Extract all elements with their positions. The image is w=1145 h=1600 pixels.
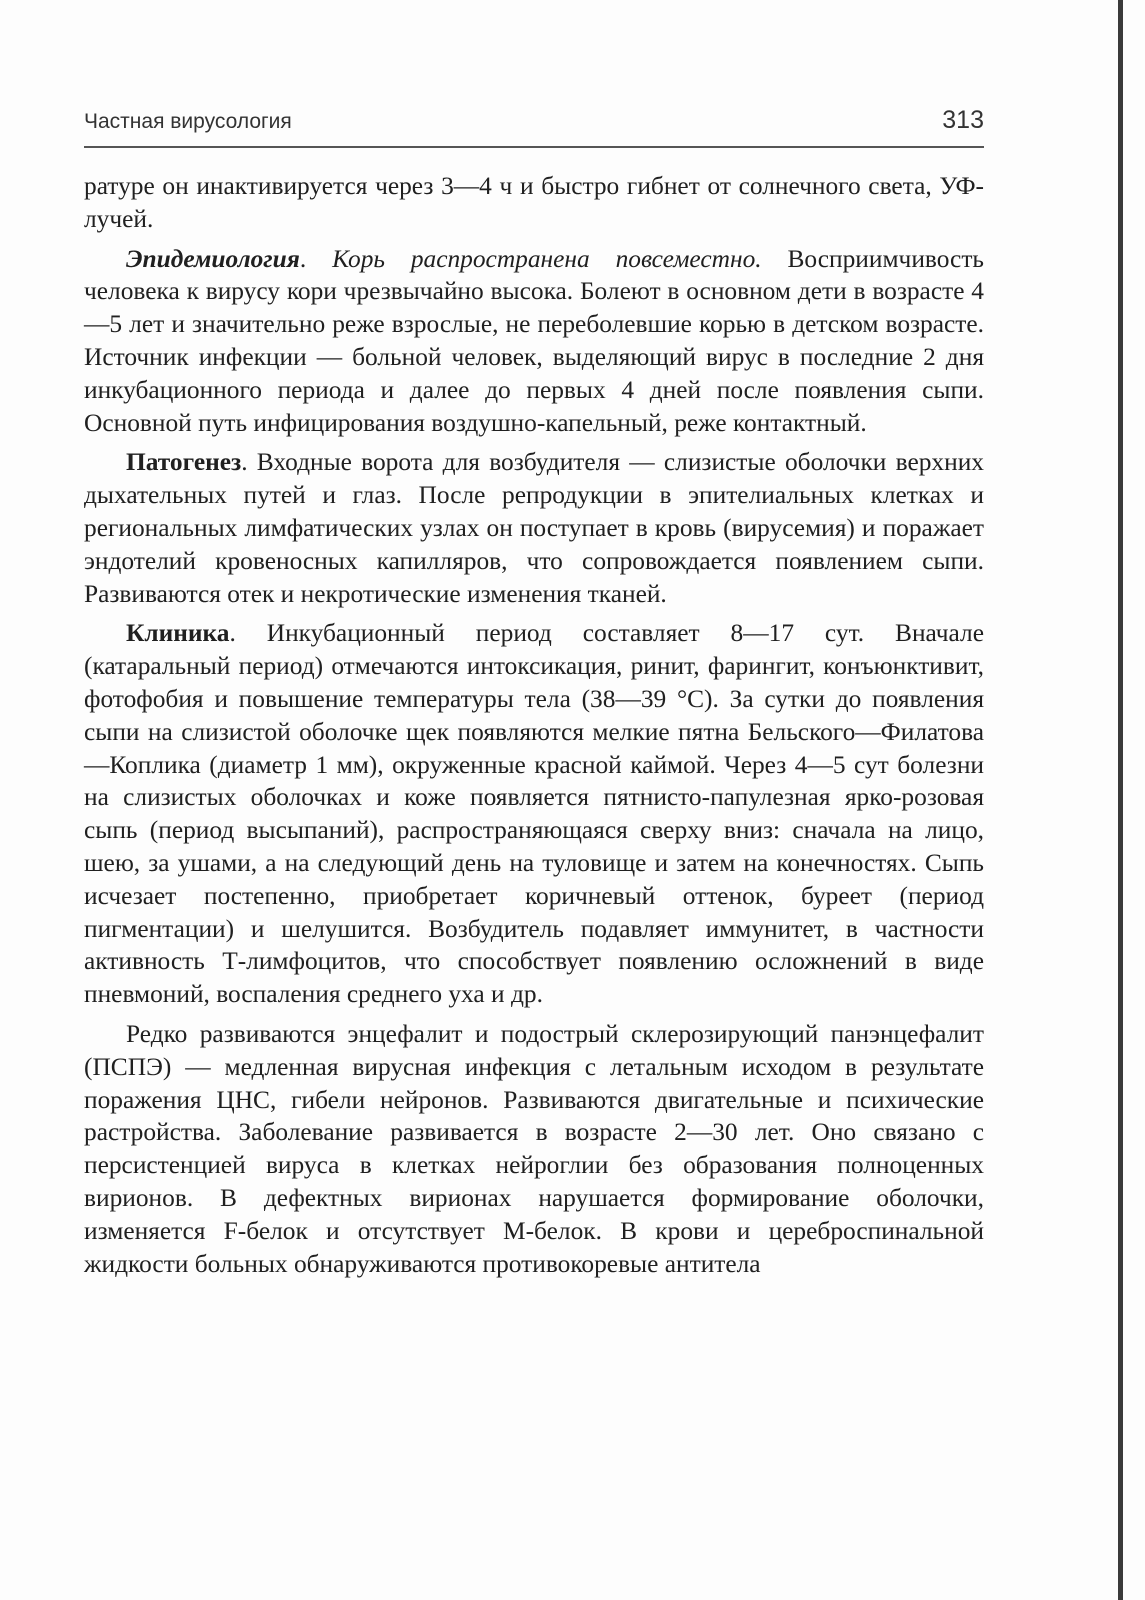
page-number: 313 <box>942 106 984 134</box>
heading-pathogenesis: Патогенез <box>126 448 242 477</box>
body-text <box>84 170 984 1287</box>
paragraph-continued: ратуре он инактивируется через 3—4 ч и быстро гибнет от солнечного света, УФ-лучей. <box>84 172 984 233</box>
clinic-text: . Инкубационный период составляет 8—17 сут. Вначале (катаральный период) отмечаются интоксикация, ринит, фарингит, конъюнктивит, фотофобия и повышение температуры тела (38—39 °С). За сутки до появления сыпи на слизистой оболочке щек появляются мелкие пятна Бельского—Филатова—Коплика (диаметр 1 мм), окруженные красной каймой. Через 4—5 сут болезни на слизистых оболочках и коже появляется пятнисто-папулезная ярко-розовая сыпь (период высыпаний), распространяющаяся сверху вниз: сначала на лицо, шею, за ушами, а на следующий день на туловище и затем на конечностях. Сыпь исчезает постепенно, приобретает коричневый оттенок, буреет (период пигментации) и шелушится. Возбудитель подавляет иммунитет, в частности активность Т-лимфоцитов, что способствует появлению осложнений в виде пневмоний, воспаления среднего уха и др. <box>84 619 984 1009</box>
page-header <box>84 106 984 148</box>
page-edge-shadow <box>1118 0 1123 1600</box>
epidemiology-italic-sentence: Корь распространена повсеместно. <box>332 244 762 273</box>
running-head: Частная вирусология <box>84 110 292 133</box>
heading-clinic: Клиника <box>126 619 230 648</box>
epidemiology-text: Восприимчивость человека к вирусу кори чрезвычайно высока. Болеют в основном дети в возрасте 4—5 лет и значительно реже взрослые, не переболевшие корью в детском возрасте. Источник инфекции — больной человек, выделяющий вирус в последние 2 дня инкубационного периода и далее до первых 4 дней после появления сыпи. Основной путь инфицирования воздушно-капельный, реже контактный. <box>84 244 984 437</box>
paragraph-epidemiology <box>84 243 984 440</box>
paragraph-clinic <box>84 617 984 1011</box>
paragraph-encephalitis: Редко развиваются энцефалит и подострый склерозирующий панэнцефалит (ПСПЭ) — медленная вирусная инфекция с летальным исходом в результате поражения ЦНС, гибели нейронов. Развиваются двигательные и психические растройства. Заболевание развивается в возрасте 2—30 лет. Оно связано с персистенцией вируса в клетках нейроглии без образования полноценных вирионов. В дефектных вирионах нарушается формирование оболочки, изменяется F-белок и отсутствует М-белок. В крови и цереброспинальной жидкости больных обнаруживаются противокоревые антитела <box>84 1019 984 1278</box>
heading-epidemiology-separator: . <box>299 244 333 273</box>
paragraph-pathogenesis <box>84 446 984 610</box>
pathogenesis-text: . Входные ворота для возбудителя — слизистые оболочки верхних дыхательных путей и глаз. После репродукции в эпителиальных клетках и региональных лимфатических узлах он поступает в кровь (вирусемия) и поражает эндотелий кровеносных капилляров, что сопровождается появлением сыпи. Развиваются отек и некротические изменения тканей. <box>84 448 984 608</box>
heading-epidemiology: Эпидемиология <box>126 244 300 273</box>
